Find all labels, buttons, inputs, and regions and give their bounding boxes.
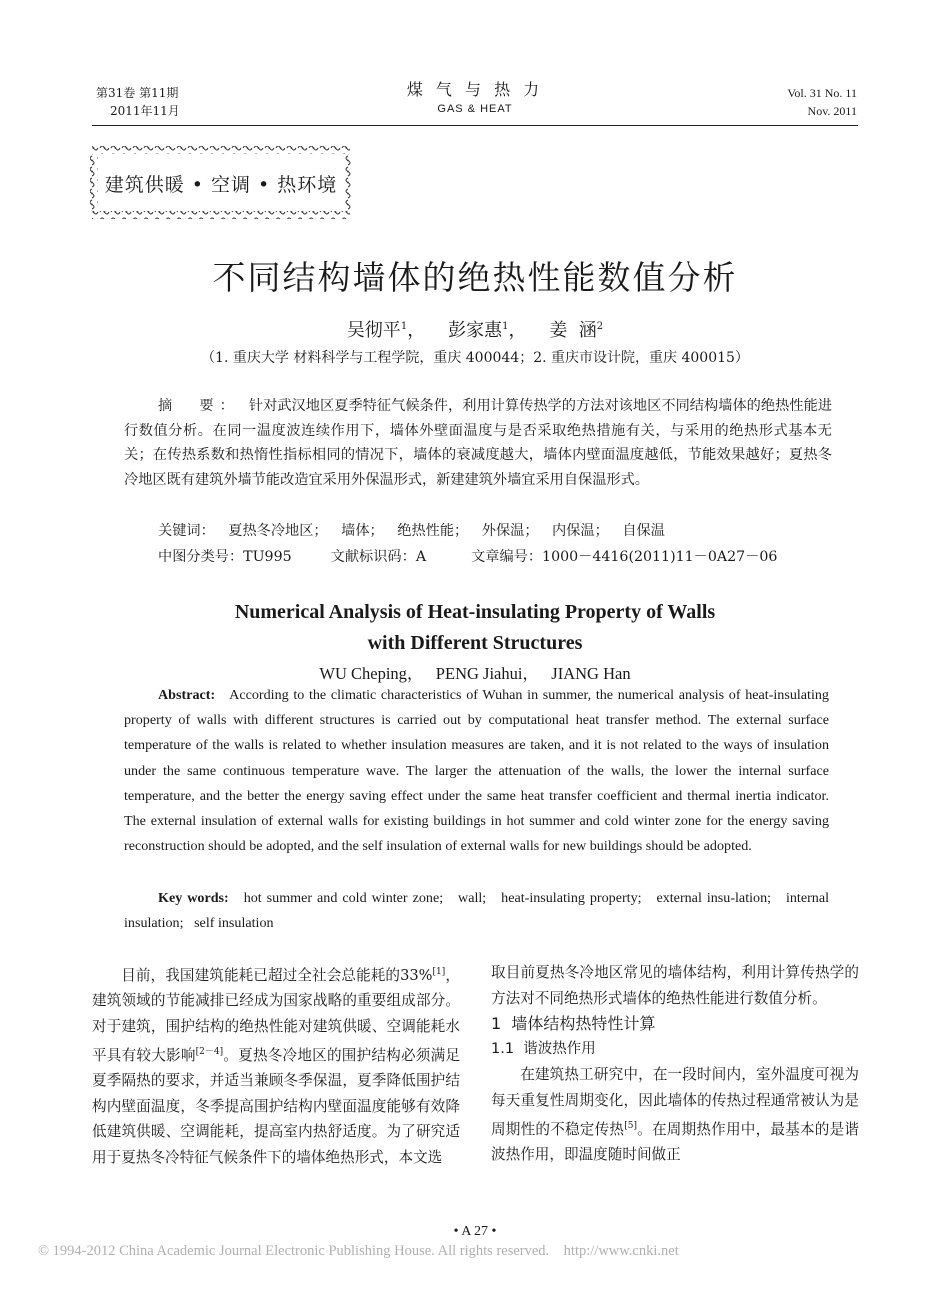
abstract-cn — [124, 394, 832, 492]
keywords-en-label: Key words — [158, 890, 225, 906]
article-no-label: 文章编号： — [471, 549, 543, 565]
author-cn: 姜 涵 — [549, 320, 597, 341]
authors-cn: 吴彻平$^1$， 彭家惠$^1$， 姜 涵$^2$ — [346, 320, 604, 341]
copyright-watermark: © 1994-2012 China Academic Journal Electronic Publishing House. All rights reserved. http://www.cnki.net — [38, 1243, 679, 1259]
body-paragraph — [491, 1062, 859, 1167]
keyword-cn: 墙体； — [341, 523, 384, 539]
journal-name-cn: 煤 气 与 热 力 — [406, 80, 544, 99]
title-en — [0, 597, 950, 659]
date-cn: 2011年11月 — [110, 104, 180, 118]
keywords-en: Key words: hot summer and cold winter zone; wall; heat-insulating property; external insu-lation; internal insulation; self insulation — [124, 890, 833, 932]
citation: [2－4] — [195, 1046, 224, 1057]
author-sup: 1 — [400, 321, 408, 332]
page-number: • A 27 • — [453, 1224, 497, 1239]
body-text: ，建筑领域的节能减排已经成为国家战略的重要组成部分。对于建筑，围护结构的绝热性能对建筑供暖、空调能耗水平具有较大影响 — [92, 966, 460, 1064]
body-text: 目前，我国建筑能耗已超过全社会总能耗的33% — [121, 966, 433, 984]
doc-code-label: 文献标识码： — [330, 549, 416, 565]
clc-value: TU995 — [243, 549, 292, 565]
author-sup: 1 — [502, 321, 509, 332]
category-label: 建筑供暖 • 空调 • 热环境 — [104, 174, 338, 196]
abstract-en: Abstract: According to the climatic characteristics of Wuhan in summer, the numerical analysis of heat-insulating property of walls with different structures is carried out by computational heat transfer method. The external surface temperature of the walls is related to whether insulation measures are taken, and it is not related to the ways of insulation under the same continuous temperature wave. The larger the attenuation of the walls, the lower the internal surface temperature, and the better the energy saving effect under the same heat transfer coefficient and thermal inertia indicator. The external insulation of external walls for existing buildings in hot summer and cold winter zone for the energy saving reconstruction should be adopted, and the self insulation of external walls for new buildings should be adopted. — [124, 687, 829, 855]
section-heading: 1 墙体结构热特性计算 — [491, 1014, 656, 1034]
header-rule — [92, 125, 858, 126]
title-cn: 不同结构墙体的绝热性能数值分析 — [212, 258, 738, 297]
doc-code-value: A — [415, 549, 427, 565]
body-right-column — [491, 960, 859, 1168]
header-right — [787, 84, 857, 120]
article-no-value: 1000－4416(2011)11－0A27－06 — [542, 549, 778, 565]
abstract-cn-label: 摘 要： — [158, 398, 240, 414]
author-sup: 2 — [596, 321, 604, 332]
citation: [1] — [432, 967, 446, 977]
citation: [5] — [624, 1120, 637, 1131]
journal-name-en: GAS & HEAT — [437, 103, 513, 115]
abstract-cn-text: 针对武汉地区夏季特征气候条件，利用计算传热学的方法对该地区不同结构墙体的绝热性能进行数值分析。在同一温度波连续作用下，墙体外壁面温度与是否采取绝热措施有关，与采用的绝热形式基本无关；在传热系数和热惰性指标相同的情况下，墙体的衰减度越大，墙体内壁面温度越低，节能效果越好；夏热冬冷地区既有建筑外墙节能改造宜采用外保温形式，新建建筑外墙宜采用自保温形式。 — [124, 398, 832, 488]
volume-issue-en: Vol. 31 No. 11 — [787, 86, 857, 100]
author-cn: 彭家惠 — [448, 320, 503, 341]
keyword-cn: 外保温； — [481, 523, 539, 539]
keywords-cn-label: 关键词： — [158, 523, 215, 539]
classification-line — [158, 546, 777, 566]
keywords-en-text: hot summer and cold winter zone; wall; heat-insulating property; external insu-lation; internal insulation; self insulation — [124, 890, 833, 932]
body-text: 。在周期热作用中，最基本的是谐波热作用，即温度随时间做正 — [491, 1120, 859, 1164]
clc-label: 中图分类号： — [158, 549, 244, 565]
body-paragraph: 取目前夏热冬冷地区常见的墙体结构，利用计算传热学的方法对不同绝热形式墙体的绝热性能进行数值分析。 — [491, 964, 859, 1007]
abstract-en-label: Abstract — [158, 687, 211, 703]
header-center — [375, 80, 575, 118]
body-text: 在建筑热工研究中，在一段时间内，室外温度可视为每天重复性周期变化，因此墙体的传热过程通常被认为是周期性的不稳定传热 — [491, 1066, 859, 1138]
abstract-en-text: According to the climatic characteristics of Wuhan in summer, the numerical analysis of heat-insulating property of walls with different structures is carried out by computational heat transfer method. The external surface temperature of the walls is related to whether insulation measures are taken, and it is not related to the ways of insulation under the same continuous temperature wave. The larger the attenuation of the walls, the lower the internal surface temperature, and the better the energy saving effect under the same heat transfer coefficient and thermal inertia indicator. The external insulation of external walls for existing buildings in hot summer and cold winter zone for the energy saving reconstruction should be adopted, and the self insulation of external walls for new buildings should be adopted. — [124, 687, 829, 855]
title-en-line2: with Different Structures — [367, 632, 583, 654]
authors-en: WU Cheping， PENG Jiahui， JIANG Han — [319, 664, 631, 683]
affiliation-cn: （1. 重庆大学 材料科学与工程学院，重庆 400044；2. 重庆市设计院，重庆 400015） — [201, 350, 749, 366]
subsection-heading: 1.1 谐波热作用 — [491, 1040, 596, 1057]
date-en: Nov. 2011 — [807, 104, 857, 118]
author-cn: 吴彻平 — [346, 320, 401, 341]
keywords-cn — [158, 520, 665, 540]
keyword-cn: 内保温； — [552, 523, 609, 539]
volume-issue-cn: 第31卷 第11期 — [96, 86, 179, 100]
header-left — [96, 84, 180, 120]
body-left-column — [92, 960, 460, 1170]
body-paragraph — [92, 960, 460, 1170]
keyword-cn: 绝热性能； — [397, 523, 469, 539]
body-text: 。夏热冬冷地区的围护结构必须满足夏季隔热的要求，并适当兼顾冬季保温，夏季降低围护结构内壁面温度，冬季提高围护结构内壁面温度能够有效降低建筑供暖、空调能耗，提高室内热舒适度。为了研究适用于夏热冬冷特征气候条件下的墙体绝热形式，本文选 — [92, 1046, 460, 1166]
keyword-cn: 自保温 — [622, 523, 665, 539]
keyword-cn: 夏热冬冷地区； — [228, 523, 328, 539]
title-en-line1: Numerical Analysis of Heat-insulating Property of Walls — [234, 601, 716, 623]
